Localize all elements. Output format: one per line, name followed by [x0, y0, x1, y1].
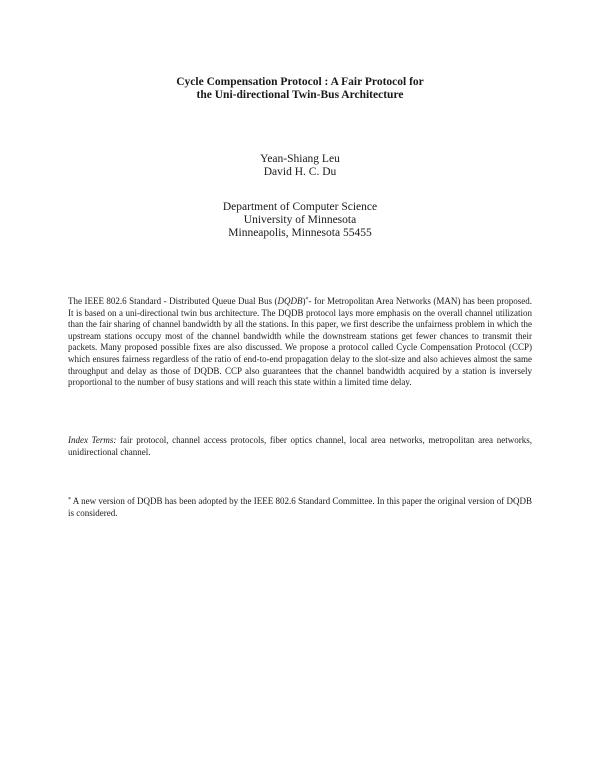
- affiliation-university: University of Minnesota: [243, 214, 357, 226]
- footnote-text: A new version of DQDB has been adopted by the IEEE 802.6 Standard Committee. In this paper the original version of DQDB is considered.: [68, 496, 532, 518]
- author-name: Yean-Shiang Leu: [260, 153, 340, 165]
- affiliation-block: [0, 201, 600, 240]
- abstract-close-paren: ): [302, 296, 306, 306]
- abstract-paragraph: [68, 296, 532, 389]
- abstract-footnote-marker: *: [305, 297, 309, 303]
- affiliation-department: Department of Computer Science: [222, 201, 378, 213]
- paper-title: [0, 76, 600, 102]
- abstract-text-start: The IEEE 802.6 Standard - Distributed Queue Dual Bus (: [68, 296, 278, 306]
- index-terms-label: Index Terms:: [68, 435, 117, 445]
- footnote-marker: *: [68, 497, 71, 503]
- title-line-1: Cycle Compensation Protocol : A Fair Protocol for: [176, 76, 424, 88]
- author-list: [0, 153, 600, 179]
- index-terms: [68, 435, 532, 458]
- affiliation-location: Minneapolis, Minnesota 55455: [228, 227, 372, 239]
- abstract-dqdb-italic: DQDB: [277, 296, 303, 306]
- title-line-2: the Uni-directional Twin-Bus Architecture: [196, 89, 404, 101]
- abstract-text-body: - for Metropolitan Area Networks (MAN) has been proposed. It is based on a uni-directional twin bus architecture. The DQDB protocol lays more emphasis on the overall channel utilization than the fair sharing of channel bandwidth by all the stations. In this paper, we first describe the unfairness problem in which the upstream stations occupy most of the channel bandwidth while the downstream stations get fewer chances to transmit their packets. Many proposed possible fixes are also discussed. We propose a protocol called Cycle Compensation Protocol (CCP) which ensures fairness regardless of the ratio of end-to-end propagation delay to the slot-size and also achieves almost the same throughput and delay as those of DQDB. CCP also guarantees that the channel bandwidth acquired by a station is inversely proportional to the number of busy stations and will reach this state within a limited time delay.: [68, 296, 532, 388]
- author-name: David H. C. Du: [263, 166, 337, 178]
- footnote: [68, 496, 532, 519]
- index-terms-text: fair protocol, channel access protocols, fiber optics channel, local area networks, metropolitan area networks, unidirectional channel.: [68, 435, 532, 457]
